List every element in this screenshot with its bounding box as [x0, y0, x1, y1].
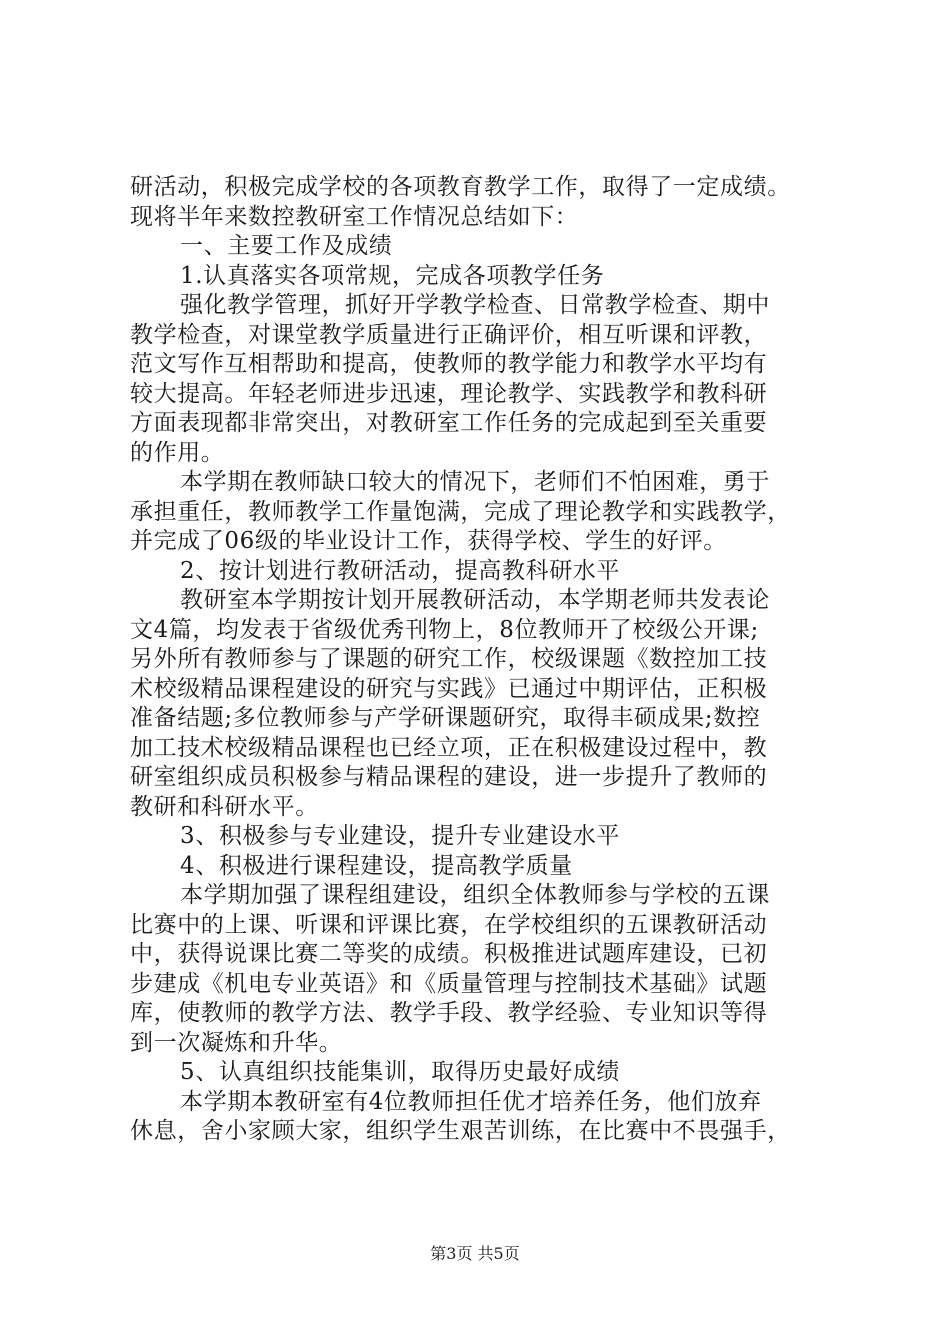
text-line: 方面表现都非常突出，对教研室工作任务的完成起到至关重要	[130, 410, 768, 436]
text-line: 较大提高。年轻老师进步迅速，理论教学、实践教学和教科研	[130, 380, 768, 407]
text-line: 承担重任，教师教学工作量饱满，完成了理论教学和实践教学，	[130, 498, 791, 525]
text-line: 加工技术校级精品课程也已经立项，正在积极建设过程中，教	[130, 734, 768, 761]
text-line: 研活动，积极完成学校的各项教育教学工作，取得了一定成绩。	[130, 174, 791, 200]
text-line: 4、积极进行课程建设，提高教学质量	[180, 852, 573, 879]
text-line: 教研和科研水平。	[130, 793, 319, 820]
text-line: 另外所有教师参与了课题的研究工作，校级课题《数控加工技	[130, 646, 768, 672]
text-line: 教学检查，对课堂教学质量进行正确评价，相互听课和评教，	[130, 321, 768, 348]
text-line: 准备结题;多位教师参与产学研课题研究，取得丰硕成果;数控	[130, 705, 761, 731]
text-line: 本学期在教师缺口较大的情况下，老师们不怕困难，勇于	[180, 469, 770, 495]
text-line: 研室组织成员积极参与精品课程的建设，进一步提升了教师的	[130, 764, 768, 790]
text-line: 步建成《机电专业英语》和《质量管理与控制技术基础》试题	[130, 970, 768, 997]
text-line: 现将半年来数控教研室工作情况总结如下：	[130, 203, 579, 230]
text-line: 本学期本教研室有4位教师担任优才培养任务，他们放弃	[180, 1088, 762, 1115]
text-line: 范文写作互相帮助和提高，使教师的教学能力和教学水平均有	[130, 351, 768, 377]
text-line: 到一次凝炼和升华。	[130, 1029, 343, 1056]
text-line: 文4篇，均发表于省级优秀刊物上，8位教师开了校级公开课;	[130, 616, 759, 643]
text-line: 5、认真组织技能集训，取得历史最好成绩	[180, 1059, 621, 1085]
text-line: 强化教学管理，抓好开学教学检查、日常教学检查、期中	[180, 292, 770, 318]
text-line: 2、按计划进行教研活动，提高教科研水平	[180, 557, 621, 584]
document-body	[130, 173, 842, 1147]
text-line: 比赛中的上课、听课和评课比赛，在学校组织的五课教研活动	[130, 911, 768, 938]
text-line: 并完成了06级的毕业设计工作，获得学校、学生的好评。	[130, 528, 727, 554]
text-line: 休息，舍小家顾大家，组织学生艰苦训练，在比赛中不畏强手，	[130, 1118, 791, 1144]
text-line: 教研室本学期按计划开展教研活动，本学期老师共发表论	[180, 587, 770, 613]
text-line: 本学期加强了课程组建设，组织全体教师参与学校的五课	[180, 882, 770, 908]
text-line: 1.认真落实各项常规，完成各项教学任务	[180, 262, 605, 289]
text-line: 中，获得说课比赛二等奖的成绩。积极推进试题库建设，已初	[130, 941, 768, 967]
text-line: 的作用。	[130, 439, 225, 466]
text-line: 术校级精品课程建设的研究与实践》已通过中期评估，正积极	[130, 675, 768, 702]
page-footer: 第3页 共5页	[430, 1244, 520, 1263]
text-line: 库，使教师的教学方法、教学手段、教学经验、专业知识等得	[130, 1000, 768, 1026]
text-line: 3、积极参与专业建设，提升专业建设水平	[180, 823, 621, 849]
text-line: 一、主要工作及成绩	[180, 233, 393, 259]
